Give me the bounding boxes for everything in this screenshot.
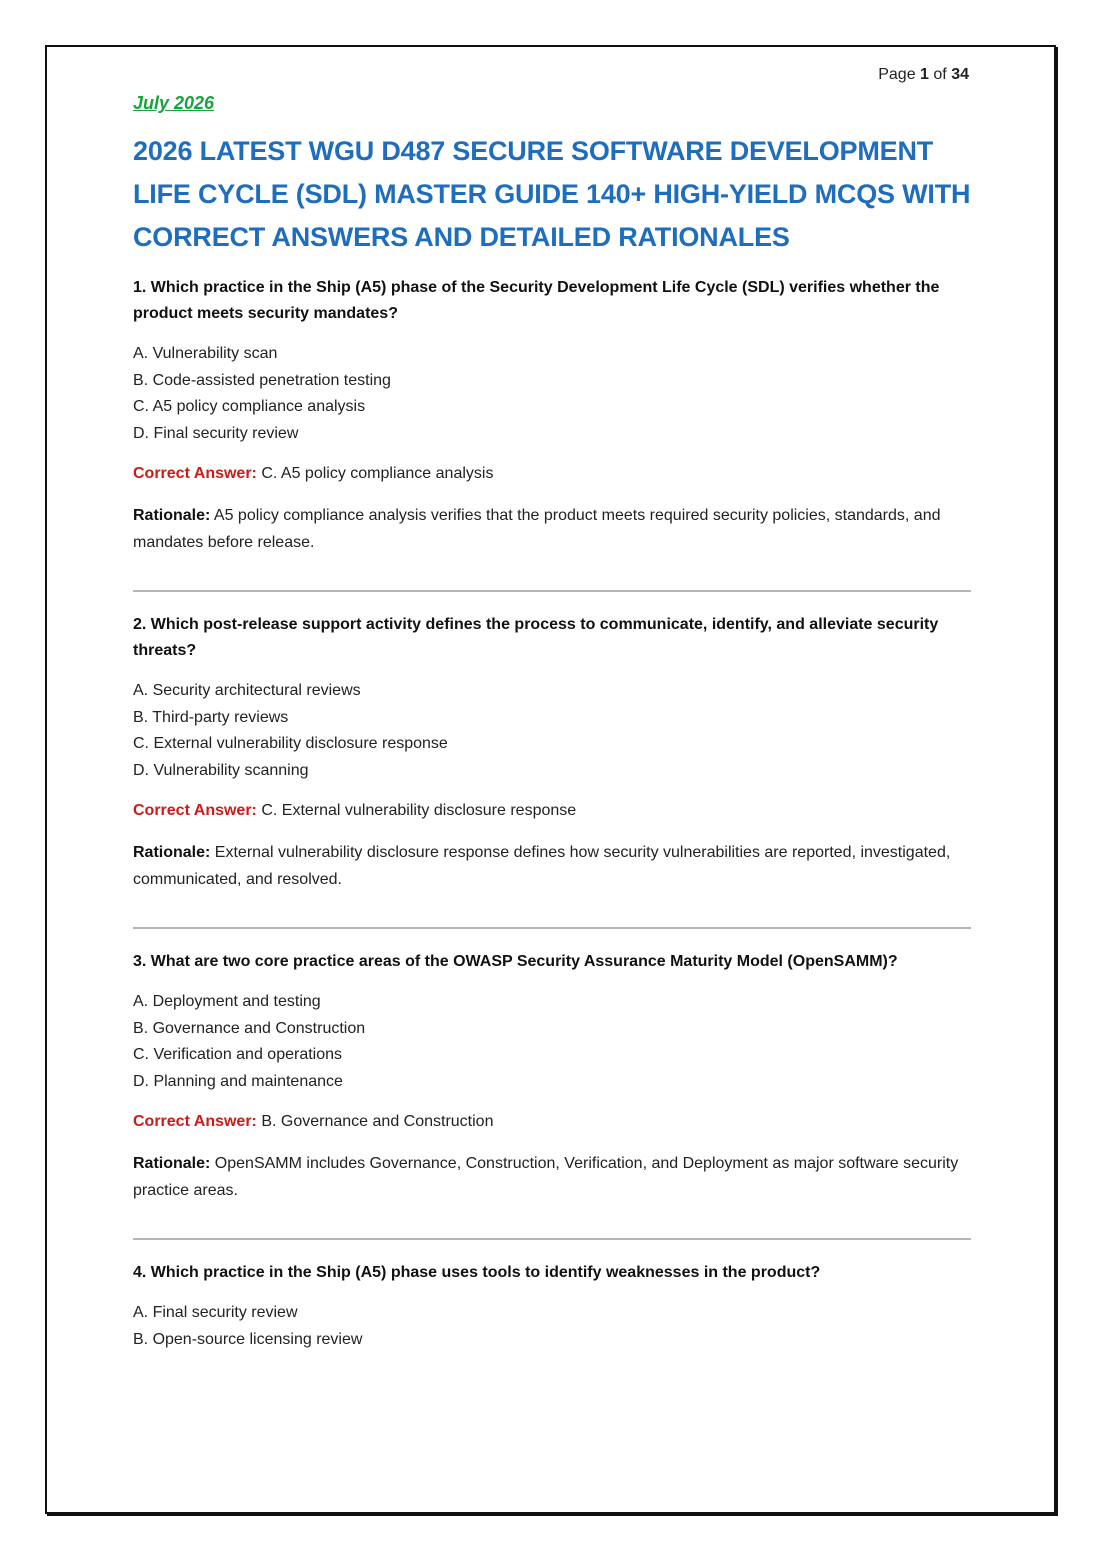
- option-list: [133, 341, 971, 447]
- option-c: C. Verification and operations: [133, 1046, 343, 1063]
- question-text: 4. Which practice in the Ship (A5) phase uses tools to identify weaknesses in the product?: [133, 1264, 821, 1281]
- option-list: [133, 1300, 971, 1353]
- correct-answer-value: C. External vulnerability disclosure response: [261, 802, 577, 819]
- question-2: [133, 612, 971, 893]
- option-list: [133, 989, 971, 1095]
- option-c: C. External vulnerability disclosure response: [133, 735, 448, 752]
- option-b: B. Open-source licensing review: [133, 1330, 363, 1348]
- option-a: A. Deployment and testing: [133, 993, 321, 1010]
- question-divider: [133, 1238, 971, 1240]
- question-4: [133, 1260, 971, 1353]
- document-body: [133, 90, 971, 1367]
- question-divider: [133, 927, 971, 929]
- correct-answer-value: B. Governance and Construction: [261, 1113, 494, 1130]
- option-a: A. Vulnerability scan: [133, 345, 278, 362]
- option-a: A. Final security review: [133, 1304, 298, 1321]
- option-b: B. Code-assisted penetration testing: [133, 371, 391, 389]
- correct-answer-label: Correct Answer:: [133, 465, 257, 482]
- option-c: C. A5 policy compliance analysis: [133, 398, 366, 415]
- rationale-text: External vulnerability disclosure response defines how security vulnerabilities are reported, investigated, communicated, and resolved.: [133, 844, 951, 888]
- option-d: D. Vulnerability scanning: [133, 761, 309, 779]
- option-b: B. Governance and Construction: [133, 1019, 366, 1037]
- correct-answer: [133, 1109, 971, 1135]
- document-title: 2026 LATEST WGU D487 SECURE SOFTWARE DEVELOPMENT LIFE CYCLE (SDL) MASTER GUIDE 140+ HIGH-YIELD MCQS WITH CORRECT ANSWERS AND DETAILED RATIONALES: [133, 136, 971, 252]
- option-b: B. Third-party reviews: [133, 708, 289, 726]
- question-text: 3. What are two core practice areas of the OWASP Security Assurance Maturity Model (OpenSAMM)?: [133, 953, 898, 970]
- rationale: [133, 503, 971, 556]
- correct-answer: [133, 798, 971, 824]
- question-text: 2. Which post-release support activity defines the process to communicate, identify, and alleviate security threats?: [133, 616, 939, 659]
- correct-answer-label: Correct Answer:: [133, 1113, 257, 1130]
- question-1: [133, 275, 971, 556]
- rationale-label: Rationale:: [133, 1155, 211, 1172]
- rationale-label: Rationale:: [133, 507, 211, 524]
- document-date: July 2026: [133, 93, 215, 113]
- correct-answer-value: C. A5 policy compliance analysis: [261, 465, 494, 482]
- option-d: D. Final security review: [133, 424, 299, 442]
- page-number: Page 1 of 34: [878, 66, 969, 83]
- question-3: [133, 949, 971, 1204]
- rationale-text: OpenSAMM includes Governance, Construction, Verification, and Deployment as major software security practice areas.: [133, 1155, 959, 1199]
- rationale: [133, 840, 971, 893]
- rationale-label: Rationale:: [133, 844, 211, 861]
- correct-answer-label: Correct Answer:: [133, 802, 257, 819]
- option-d: D. Planning and maintenance: [133, 1072, 343, 1090]
- question-text: 1. Which practice in the Ship (A5) phase of the Security Development Life Cycle (SDL) verifies whether the product meets security mandates?: [133, 279, 940, 322]
- option-a: A. Security architectural reviews: [133, 682, 361, 699]
- rationale-text: A5 policy compliance analysis verifies that the product meets required security policies, standards, and mandates before release.: [133, 507, 941, 551]
- option-list: [133, 678, 971, 784]
- correct-answer: [133, 461, 971, 487]
- rationale: [133, 1151, 971, 1204]
- question-divider: [133, 590, 971, 592]
